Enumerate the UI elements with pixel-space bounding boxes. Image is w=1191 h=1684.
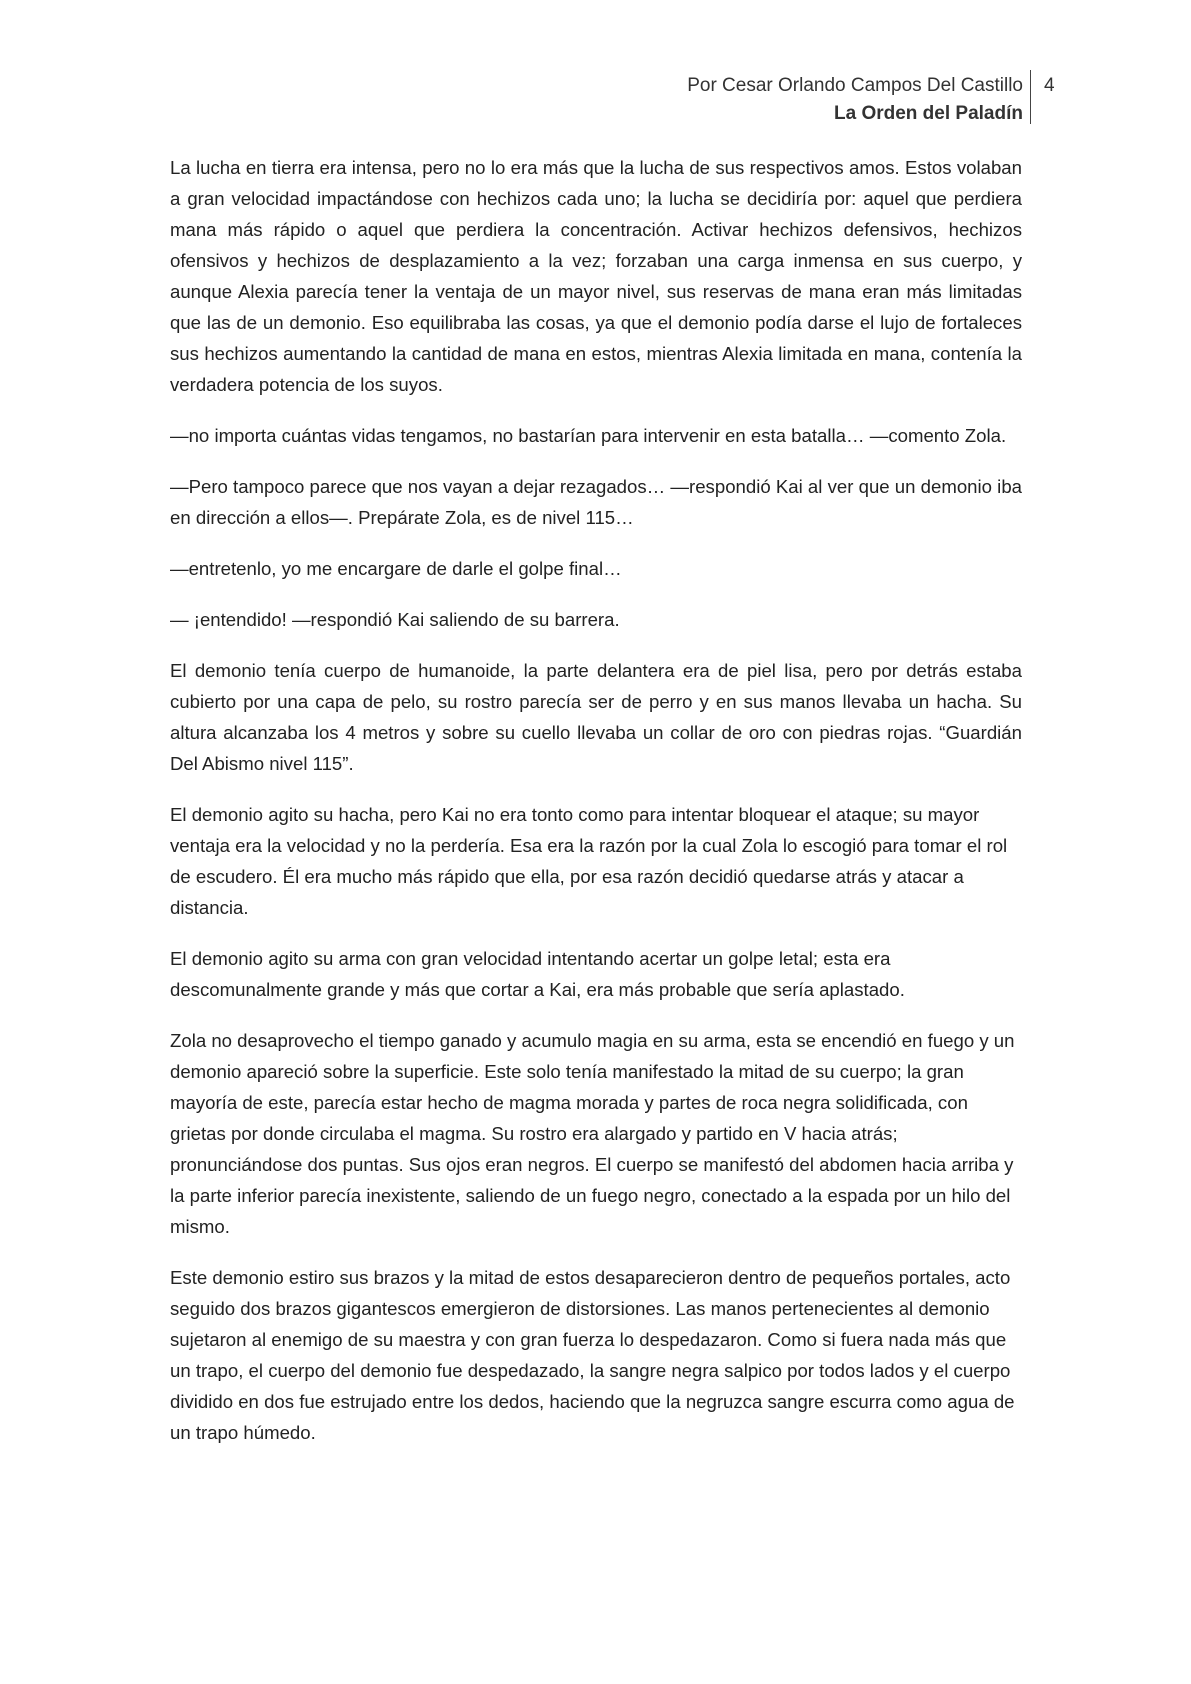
author-line: Por Cesar Orlando Campos Del Castillo: [687, 75, 1023, 96]
paragraph: La lucha en tierra era intensa, pero no lo era más que la lucha de sus respectivos amos. Estos volaban a gran velocidad impactándose con hechizos cada uno; la lucha se decidiría por: aquel que perdiera mana más rápido o aquel que perdiera la concentración. Activar hechizos defensivos, hechizos ofensivos y hechizos de desplazamiento a la vez; forzaban una carga inmensa en sus cuerpo, y aunque Alexia parecía tener la ventaja de un mayor nivel, sus reservas de mana eran más limitadas que las de un demonio. Eso equilibraba las cosas, ya que el demonio podía darse el lujo de fortaleces sus hechizos aumentando la cantidad de mana en estos, mientras Alexia limitada en mana, contenía la verdadera potencia de los suyos.: [170, 157, 1022, 395]
header-divider: [1030, 70, 1031, 124]
paragraph: El demonio tenía cuerpo de humanoide, la parte delantera era de piel lisa, pero por detrás estaba cubierto por una capa de pelo, su rostro parecía ser de perro y en sus manos llevaba un hacha. Su altura alcanzaba los 4 metros y sobre su cuello llevaba un collar de oro con piedras rojas. “Guardián Del Abismo nivel 115”.: [170, 660, 1022, 774]
book-title: La Orden del Paladín: [834, 103, 1023, 124]
paragraph: —no importa cuántas vidas tengamos, no bastarían para intervenir en esta batalla… —comento Zola.: [170, 425, 1007, 446]
paragraph: El demonio agito su hacha, pero Kai no era tonto como para intentar bloquear el ataque; su mayor ventaja era la velocidad y no la perdería. Esa era la razón por la cual Zola lo escogió para tomar el rol de escudero. Él era mucho más rápido que ella, por esa razón decidió quedarse atrás y atacar a distancia.: [170, 804, 1008, 918]
paragraph: Zola no desaprovecho el tiempo ganado y acumulo magia en su arma, esta se encendió en fuego y un demonio apareció sobre la superficie. Este solo tenía manifestado la mitad de su cuerpo; la gran mayoría de este, parecía estar hecho de magma morada y partes de roca negra solidificada, con grietas por donde circulaba el magma. Su rostro era alargado y partido en V hacia atrás; pronunciándose dos puntas. Sus ojos eran negros. El cuerpo se manifestó del abdomen hacia arriba y la parte inferior parecía inexistente, saliendo de un fuego negro, conectado a la espada por un hilo del mismo.: [170, 1030, 1015, 1237]
paragraph: Este demonio estiro sus brazos y la mitad de estos desaparecieron dentro de pequeños portales, acto seguido dos brazos gigantescos emergieron de distorsiones. Las manos pertenecientes al demonio sujetaron al enemigo de su maestra y con gran fuerza lo despedazaron. Como si fuera nada más que un trapo, el cuerpo del demonio fue despedazado, la sangre negra salpico por todos lados y el cuerpo dividido en dos fue estrujado entre los dedos, haciendo que la negruzca sangre escurra como agua de un trapo húmedo.: [170, 1267, 1015, 1443]
paragraph: —entretenlo, yo me encargare de darle el golpe final…: [170, 558, 622, 579]
paragraph: El demonio agito su arma con gran velocidad intentando acertar un golpe letal; esta era descomunalmente grande y más que cortar a Kai, era más probable que sería aplastado.: [170, 948, 905, 1000]
page-number: 4: [1044, 75, 1055, 96]
page-header: [687, 72, 1023, 128]
paragraph: —Pero tampoco parece que nos vayan a dejar rezagados… —respondió Kai al ver que un demonio iba en dirección a ellos—. Prepárate Zola, es de nivel 115…: [170, 476, 1022, 528]
body-text: [170, 152, 1022, 1448]
paragraph: — ¡entendido! —respondió Kai saliendo de su barrera.: [170, 609, 620, 630]
